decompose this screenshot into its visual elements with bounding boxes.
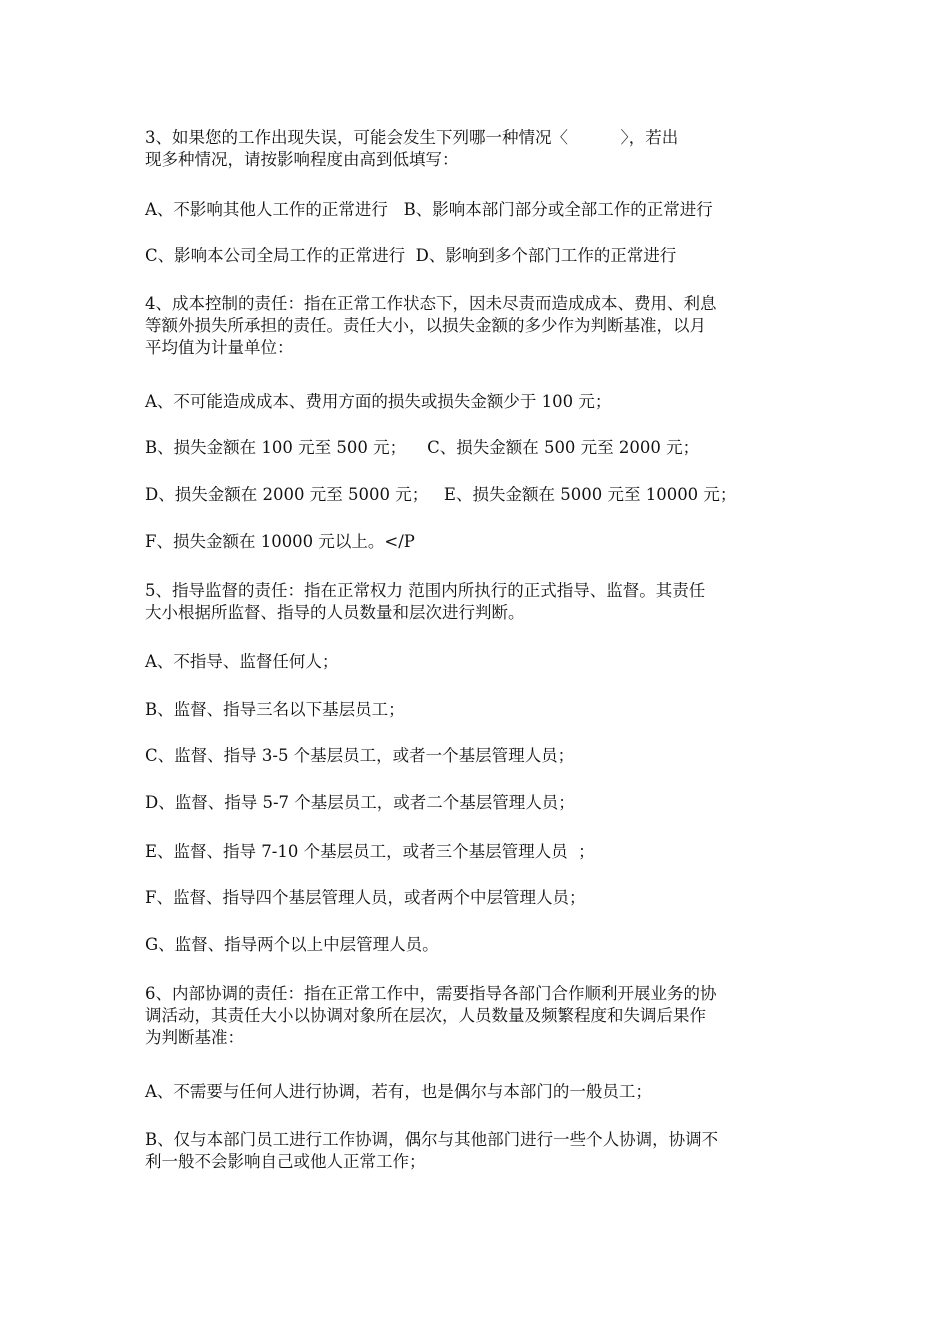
text-line: 等额外损失所承担的责任。责任大小，以损失金额的多少作为判断基准，以月 — [145, 316, 706, 335]
text-line: F、监督、指导四个基层管理人员，或者两个中层管理人员； — [145, 888, 586, 907]
question-5-option-c — [145, 745, 810, 767]
question-4-option-f — [145, 531, 810, 553]
text-line: G、监督、指导两个以上中层管理人员。 — [145, 935, 439, 954]
question-4-option-a — [145, 391, 810, 413]
text-line: B、损失金额在 100 元至 500 元； C、损失金额在 500 元至 2000 元； — [145, 438, 700, 457]
text-line: C、监督、指导 3-5 个基层员工，或者一个基层管理人员； — [145, 746, 575, 765]
text-line: 调活动，其责任大小以协调对象所在层次，人员数量及频繁程度和失调后果作 — [145, 1006, 706, 1025]
text-line: A、不需要与任何人进行协调，若有，也是偶尔与本部门的一般员工； — [145, 1082, 652, 1101]
text-line: 大小根据所监督、指导的人员数量和层次进行判断。 — [145, 603, 525, 622]
text-line: F、损失金额在 10000 元以上。</P — [145, 532, 415, 551]
question-4-option-bc — [145, 437, 810, 459]
question-5-option-a — [145, 651, 810, 673]
text-line: B、监督、指导三名以下基层员工； — [145, 700, 405, 719]
question-5-option-g — [145, 934, 810, 956]
question-4-paragraph — [145, 293, 810, 359]
text-line: 为判断基准： — [145, 1028, 244, 1047]
text-line: D、损失金额在 2000 元至 5000 元； E、损失金额在 5000 元至 10000 元； — [145, 485, 737, 504]
question-6-option-a — [145, 1081, 810, 1103]
question-3-paragraph — [145, 127, 810, 171]
text-line: 5、指导监督的责任：指在正常权力 范围内所执行的正式指导、监督。其责任 — [145, 581, 706, 600]
text-line: 4、成本控制的责任：指在正常工作状态下，因未尽责而造成成本、费用、利息 — [145, 294, 717, 313]
text-line: A、不影响其他人工作的正常进行 B、影响本部门部分或全部工作的正常进行 — [145, 200, 713, 219]
text-line: 现多种情况，请按影响程度由高到低填写： — [145, 150, 459, 169]
question-5-option-f — [145, 887, 810, 909]
text-line: 平均值为计量单位： — [145, 338, 294, 357]
text-line: C、影响本公司全局工作的正常进行 D、影响到多个部门工作的正常进行 — [145, 246, 677, 265]
question-3-option-cd — [145, 245, 810, 267]
question-5-option-d — [145, 792, 810, 814]
question-6-paragraph — [145, 983, 810, 1049]
question-6-option-b — [145, 1129, 810, 1173]
question-5-option-b — [145, 699, 810, 721]
text-line: D、监督、指导 5-7 个基层员工，或者二个基层管理人员； — [145, 793, 575, 812]
question-5-paragraph — [145, 580, 810, 624]
text-line: E、监督、指导 7-10 个基层员工，或者三个基层管理人员 ； — [145, 842, 595, 861]
text-line: 利一般不会影响自己或他人正常工作； — [145, 1152, 426, 1171]
text-line: 6、内部协调的责任：指在正常工作中，需要指导各部门合作顺利开展业务的协 — [145, 984, 717, 1003]
question-3-option-ab — [145, 199, 810, 221]
text-line: A、不可能造成成本、费用方面的损失或损失金额少于 100 元； — [145, 392, 612, 411]
question-4-option-de — [145, 484, 810, 506]
text-line: A、不指导、监督任何人； — [145, 652, 339, 671]
text-line: 3、如果您的工作出现失误，可能会发生下列哪一种情况〈 〉，若出 — [145, 128, 679, 147]
text-line: B、仅与本部门员工进行工作协调，偶尔与其他部门进行一些个人协调，协调不 — [145, 1130, 719, 1149]
question-5-option-e — [145, 841, 810, 863]
